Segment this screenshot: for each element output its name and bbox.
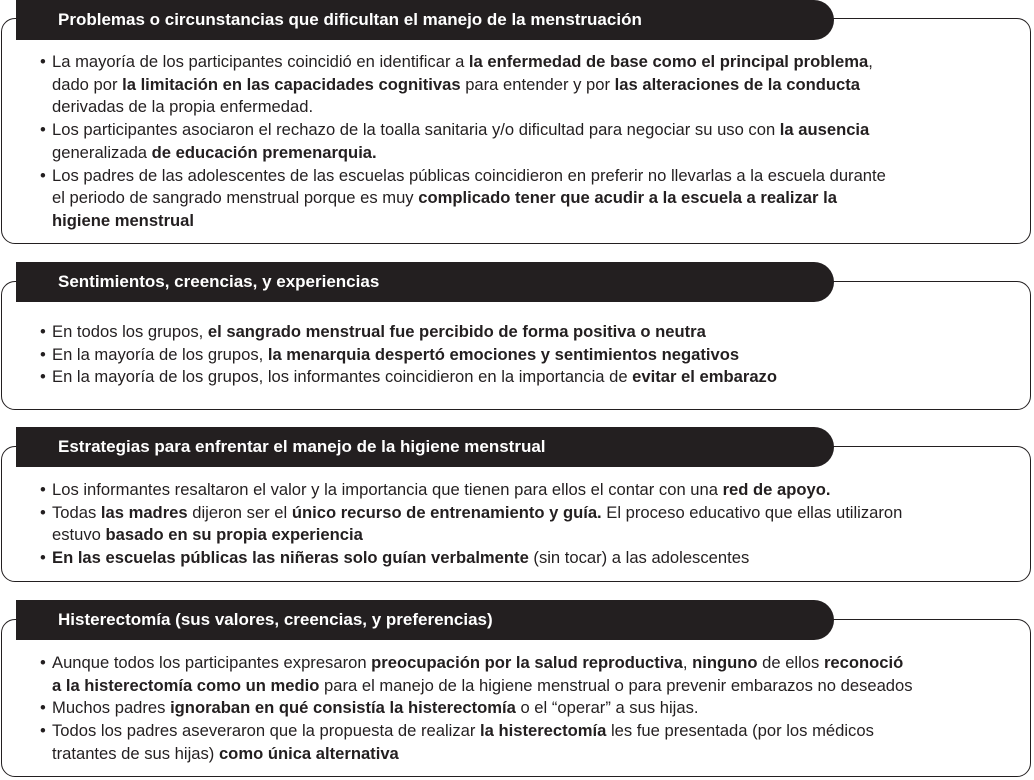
bold-text: reconoció (823, 653, 904, 672)
text: Los informantes resaltaron el valor y la importancia que tienen para ellos el contar con una (52, 480, 723, 499)
section-items (38, 321, 777, 389)
text: dijeron ser el (187, 502, 292, 522)
text: La mayoría de los participantes coincidió en identificar a (52, 52, 469, 71)
text: Todos los padres aseveraron que la propuesta de realizar (52, 721, 481, 741)
text: Los participantes asociaron el rechazo de la toalla sanitaria y/o dificultad para negociar su uso con (52, 120, 780, 140)
text: (sin tocar) a las adolescentes (528, 548, 750, 568)
bold-text: la limitación en las capacidades cognitivas (122, 74, 461, 94)
bold-text: basado en su propia experiencia (105, 525, 363, 545)
text: Aunque todos los participantes expresaron (52, 653, 372, 672)
bold-text: las alteraciones de la conducta (614, 74, 860, 94)
text: En la mayoría de los grupos, los informantes coincidieron en la importancia de (52, 367, 633, 387)
bullet-item (38, 697, 913, 720)
text: , (868, 52, 873, 71)
section-title: Sentimientos, creencias, y experiencias (16, 262, 834, 302)
text: para el manejo de la higiene menstrual o para prevenir embarazos no deseados (319, 675, 913, 695)
bullet-item (38, 652, 913, 697)
text: generalizada (52, 142, 152, 162)
section-title: Estrategias para enfrentar el manejo de la higiene menstrual (16, 427, 834, 467)
bold-text: a la histerectomía como un medio (52, 675, 320, 695)
bold-text: la ausencia (779, 120, 870, 140)
text: El proceso educativo que ellas utilizaron (601, 502, 903, 522)
bold-text: el sangrado menstrual fue percibido de forma positiva o neutra (207, 322, 706, 341)
bold-text: único recurso de entrenamiento y guía. (291, 502, 602, 522)
bold-text: la histerectomía (480, 721, 607, 741)
bold-text: red de apoyo. (722, 480, 831, 499)
text: dado por (52, 74, 123, 94)
bold-text: evitar el embarazo (632, 367, 777, 387)
bullet-item (38, 51, 886, 119)
text: Los padres de las adolescentes de las escuelas públicas coincidieron en preferir no llevarlas a la escuela durante (52, 165, 886, 185)
section-title: Problemas o circunstancias que dificultan el manejo de la menstruación (16, 0, 834, 40)
bullet-item (38, 720, 913, 765)
bold-text: higiene menstrual (52, 210, 195, 230)
bold-text: complicado tener que acudir a la escuela a realizar la (418, 188, 837, 208)
section-items (38, 51, 886, 233)
text: estuvo (52, 525, 106, 545)
text: , (682, 653, 693, 672)
bold-text: ignoraban en qué consistía la histerectomía (170, 698, 516, 718)
text: En la mayoría de los grupos, (52, 344, 268, 364)
bold-text: de educación premenarquia. (151, 142, 377, 162)
text: En todos los grupos, (52, 322, 208, 341)
bold-text: preocupación por la salud reproductiva (371, 653, 683, 672)
bold-text: la menarquia despertó emociones y sentimientos negativos (267, 344, 740, 364)
bold-text: las madres (100, 502, 188, 522)
bold-text: como única alternativa (218, 743, 399, 763)
section-items (38, 479, 902, 570)
text: el periodo de sangrado menstrual porque es muy (52, 188, 419, 208)
section-title: Histerectomía (sus valores, creencias, y preferencias) (16, 600, 834, 640)
text: les fue presentada (por los médicos (606, 721, 874, 741)
bullet-item (38, 321, 777, 344)
bold-text: En las escuelas públicas las niñeras solo guían verbalmente (52, 548, 529, 568)
bullet-item (38, 344, 777, 367)
text: o el “operar” a sus hijas. (515, 698, 699, 718)
text: de ellos (757, 653, 824, 672)
bullet-item (38, 119, 886, 164)
text: Muchos padres (52, 698, 171, 718)
bold-text: ninguno (692, 653, 758, 672)
bold-text: la enfermedad de base como el principal problema (468, 52, 869, 71)
section-items (38, 652, 913, 766)
bullet-item (38, 479, 902, 502)
text: Todas (52, 502, 101, 522)
bullet-item (38, 502, 902, 547)
bullet-item (38, 547, 902, 570)
bullet-item (38, 165, 886, 233)
text: derivadas de la propia enfermedad. (52, 97, 314, 117)
text: para entender y por (460, 74, 615, 94)
bullet-item (38, 366, 777, 389)
text: tratantes de sus hijas) (52, 743, 219, 763)
